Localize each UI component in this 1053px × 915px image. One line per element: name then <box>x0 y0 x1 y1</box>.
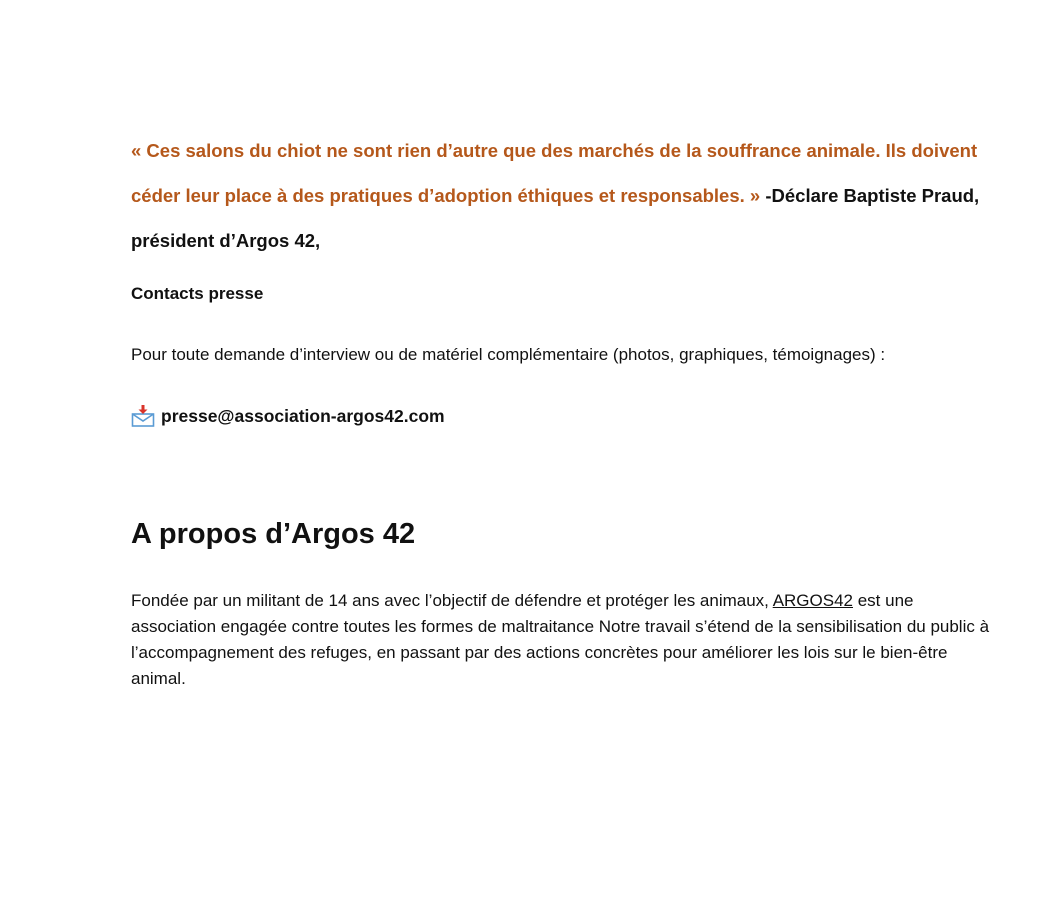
contacts-title: Contacts presse <box>131 284 264 303</box>
quote-attribution: -Déclare Baptiste Praud, président d’Argos 42, <box>131 185 980 251</box>
contacts-intro: Pour toute demande d’interview ou de matériel complémentaire (photos, graphiques, témoignages) : <box>131 345 886 364</box>
about-paragraph <box>131 588 1001 692</box>
quote-paragraph <box>131 128 1001 263</box>
press-email-link[interactable]: presse@association-argos42.com <box>161 405 445 426</box>
quote-text: « Ces salons du chiot ne sont rien d’autre que des marchés de la souffrance animale. Ils doivent céder leur place à des pratiques d’adoption éthiques et responsables. » <box>131 140 978 206</box>
envelope-inbox-icon <box>131 404 155 428</box>
about-section-title: A propos d’Argos 42 <box>131 518 416 550</box>
about-text-start: Fondée par un militant de 14 ans avec l’objectif de défendre et protéger les animaux, <box>131 591 773 610</box>
about-text-end: est une association engagée contre toutes les formes de maltraitance Notre travail s’étend de la sensibilisation du public à l’accompagnement des refuges, en passant par des actions concrètes pour améliorer les lois sur le bien-être animal. <box>131 591 990 688</box>
email-line <box>131 404 445 428</box>
argos42-link[interactable]: ARGOS42 <box>772 591 853 610</box>
